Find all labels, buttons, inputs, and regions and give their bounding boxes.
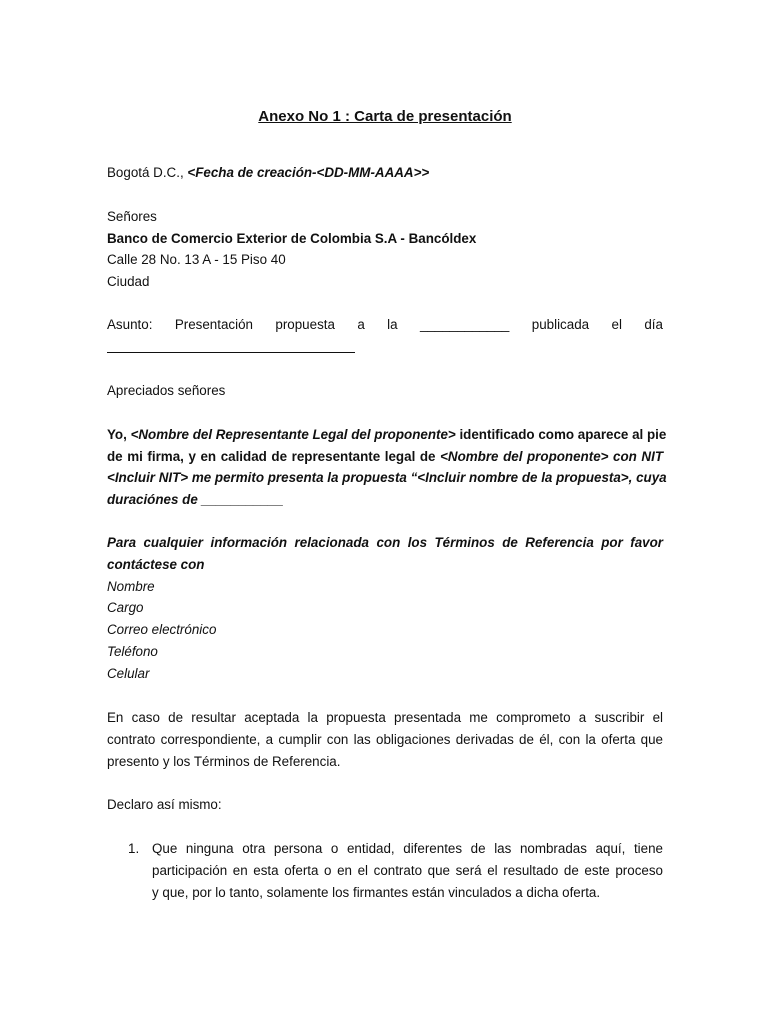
contact-field-celular: Celular xyxy=(107,666,150,681)
body-line-4: duraciónes de ___________ xyxy=(107,492,284,507)
subject-word: propuesta xyxy=(275,317,335,332)
subject-word: el xyxy=(611,317,622,332)
subject-word: Presentación xyxy=(174,317,253,332)
body-line-3: <Incluir NIT> me permito presenta la propuesta “<Incluir nombre de la propuesta>, cuya xyxy=(107,470,667,485)
place-text: Bogotá D.C., xyxy=(107,165,188,180)
acceptance-line-1: En caso de resultar aceptada la propuesta presentada me comprometo a suscribir el xyxy=(107,710,663,725)
representative-placeholder: <Nombre del Representante Legal del proponente> xyxy=(130,427,456,442)
declaration-heading: Declaro así mismo: xyxy=(107,797,222,812)
body-line-1 xyxy=(107,424,667,446)
body-text: de mi firma, y en calidad de representante legal de xyxy=(107,449,441,464)
list-item-line-1: Que ninguna otra persona o entidad, diferentes de las nombradas aquí, tiene xyxy=(152,841,663,856)
place-date-line xyxy=(107,162,429,184)
list-item-line-2: participación en esta oferta o en el contrato que será el resultado de este proceso xyxy=(152,863,663,878)
subject-word: día xyxy=(644,317,663,332)
contact-line-1: Para cualquier información relacionada con los Términos de Referencia por favor xyxy=(107,535,663,550)
date-placeholder: <Fecha de creación-<DD-MM-AAAA>> xyxy=(187,165,430,180)
acceptance-line-3: presento y los Términos de Referencia. xyxy=(107,754,341,769)
contact-field-cargo: Cargo xyxy=(107,600,144,615)
recipient-entity: Banco de Comercio Exterior de Colombia S.A - Bancóldex xyxy=(107,231,477,246)
subject-word: Asunto: xyxy=(107,317,153,332)
body-yo: Yo, xyxy=(107,427,131,442)
body-text: identificado como aparece al pie xyxy=(455,427,667,442)
subject-word: publicada xyxy=(531,317,590,332)
subject-date-blank-line xyxy=(107,352,355,353)
contact-field-nombre: Nombre xyxy=(107,579,155,594)
document-title: Anexo No 1 : Carta de presentación xyxy=(258,108,512,125)
recipient-city: Ciudad xyxy=(107,274,150,289)
subject-blank: ____________ xyxy=(420,317,510,332)
contact-line-2: contáctese con xyxy=(107,557,205,572)
subject-line xyxy=(107,314,663,336)
subject-word: la xyxy=(387,317,398,332)
list-item-line-3: y que, por lo tanto, solamente los firmantes están vinculados a dicha oferta. xyxy=(152,885,601,900)
greeting: Apreciados señores xyxy=(107,383,226,398)
recipient-address: Calle 28 No. 13 A - 15 Piso 40 xyxy=(107,252,286,267)
contact-field-correo: Correo electrónico xyxy=(107,622,217,637)
recipient-salutation: Señores xyxy=(107,209,157,224)
subject-word: a xyxy=(357,317,365,332)
body-line-2 xyxy=(107,446,663,468)
acceptance-line-2: contrato correspondiente, a cumplir con las obligaciones derivadas de él, con la oferta que xyxy=(107,732,663,747)
list-item-number: 1. xyxy=(128,841,140,856)
proponent-placeholder: <Nombre del proponente> con NIT xyxy=(440,449,664,464)
contact-field-telefono: Teléfono xyxy=(107,644,158,659)
